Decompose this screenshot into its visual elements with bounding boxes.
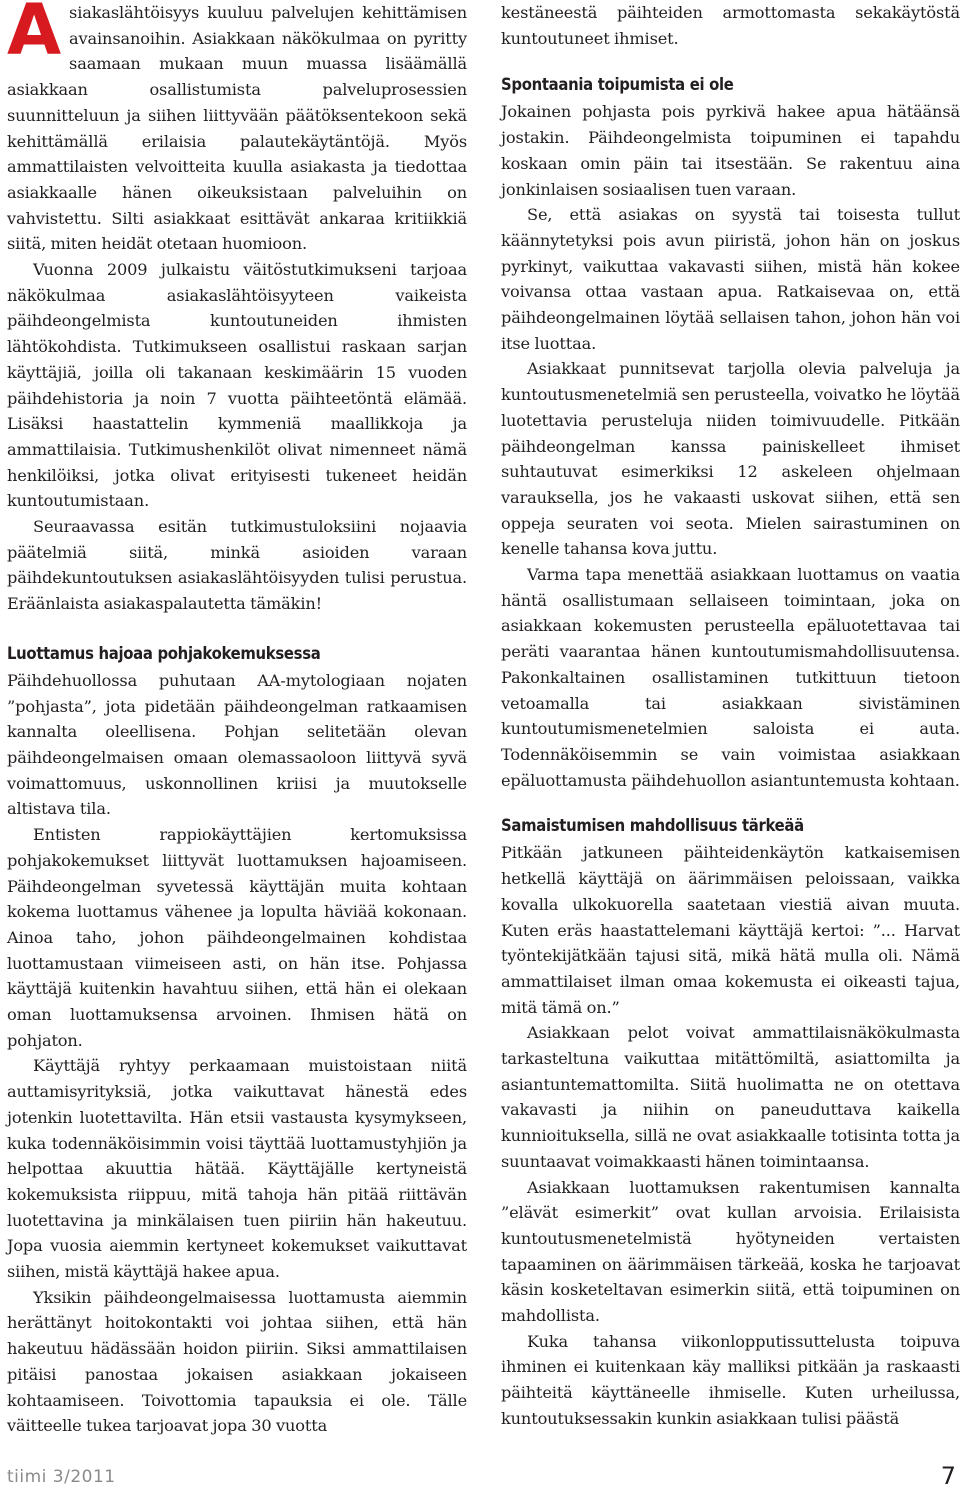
left-column [7,0,467,1439]
body-paragraph: Se, että asiakas on syystä tai toisesta tullut käännytetyksi pois avun piiristä, johon hän on joskus pyrkinyt, vaikuttaa vakavasti siihen, mistä hän kokee voivansa ottaa vastaan apua. Ratkaisevaa on, että päihdeongelmainen löytää sellaisen tahon, johon hän voi itse luottaa. [501,205,960,353]
body-paragraph: Pitkään jatkuneen päihteidenkäytön katkaisemisen hetkellä käyttäjä on äärimmäisen peloissaan, vaikka kovalla ulkokuorella saatetaan viestiä aivan muuta. Kuten eräs haastattelemani käyttäjä kertoi: ”... Harvat työntekijätkään tajusi sitä, mikä hätä mulla oli. Nämä ammattilaiset ilman omaa kokemusta ei oikeasti tajua, mitä tämä on.” [501,843,960,1017]
body-paragraph: Päihdehuollossa puhutaan AA-mytologiaan nojaten ”pohjasta”, jota pidetään päihdeongelman ratkaamisen kannalta oleellisena. Pohjan selitetään olevan päihdeongelmaisen omaan olemassaoloon liittyvä syvä voimattomuus, uskonnollinen kriisi ja muutokselle altistava tila. [7,670,467,819]
body-paragraph: Asiakkaat punnitsevat tarjolla olevia palveluja ja kuntoutusmenetelmiä sen perusteella, voivatko he löytää luotettavia perusteluja niiden toimivuudelle. Pitkään päihdeongelman kanssa painiskelleet ihmiset suhtautuvat esimerkiksi 12 askeleen ohjelmaan varauksella, jos he vakaasti uskovat siihen, että sen oppeja seuraten voi seota. Mielen sairastuminen on kenelle tahansa kova juttu. [501,359,960,559]
body-paragraph: Käyttäjä ryhtyy perkaamaan muistoistaan niitä auttamisyrityksiä, jotka vaikuttavat hänestä edes jotenkin luotettavilta. Hän etsii vastausta kysymykseen, kuka todennäköisimmin voisi täyttää luottamustyhjiön ja helpottaa akuuttia hätää. Käyttäjälle kertyneistä kokemuksista riippuu, mitä tahoja hän pitää riittävän luotettavina ja minkälaisen tuen piiriin hän hakeutuu. Jopa vuosia aiemmin kertyneet kokemukset vaikuttavat siihen, mistä käyttäjä hakee apua. [7,1056,467,1282]
body-paragraph: Vuonna 2009 julkaistu väitöstutkimukseni tarjoaa näkökulmaa asiakaslähtöisyyteen vaikeista päihdeongelmista kuntoutuneiden ihmisten lähtökohdista. Tutkimukseen osallistui raskaan sarjan käyttäjiä, joilla oli takanaan keskimäärin 15 vuoden päihdehistoria ja noin 7 vuotta päihteetöntä elämää. Lisäksi haastattelin kymmeniä maallikkoja ja ammattilaisia. Tutkimushenkilöt olivat nimenneet nämä henkilöiksi, jotka olivat erityisesti tukeneet heidän kuntoutumistaan. [7,260,467,511]
section-heading: Luottamus hajoaa pohjakokemuksessa [7,643,321,663]
body-paragraph: Kuka tahansa viikonlopputissuttelusta toipuva ihminen ei kuitenkaan käy malliksi pitkään ja raskaasti päihteitä käyttäneelle ihmiselle. Kuten urheilussa, kuntoutuksessakin kunkin asiakkaan tulisi päästä [501,1331,960,1428]
body-paragraph: Jokainen pohjasta pois pyrkivä hakee apua hätäänsä jostakin. Päihdeongelmista toipuminen ei tapahdu koskaan omin päin tai itsestään. Se rakentuu aina jonkinlaisen sosiaalisen tuen varaan. [501,102,960,199]
section-heading: Samaistumisen mahdollisuus tärkeää [501,816,804,836]
intro-text: siakaslähtöisyys kuuluu palvelujen kehittämisen avainsanoihin. Asiakkaan näkökulmaa on pyritty saamaan mukaan muun muassa lisäämällä asiakkaan osallistumista palveluprosessien suunnitteluun ja siihen liittyvään päätöksentekoon sekä kehittämällä erilaisia palautekäytäntöjä. Myös ammattilaisten velvoitteita kuulla asiakasta ja tiedottaa asiakkaalle hänen oikeuksistaan palveluihin on vahvistettu. Silti asiakkaat esittävät ankaraa kritiikkiä siitä, miten heidät otetaan huomioon. [7,3,467,254]
body-paragraph: Asiakkaan luottamuksen rakentumisen kannalta ”elävät esimerkit” ovat kullan arvoisia. Erilaisista kuntoutusmenetelmistä hyötyneiden vertaisten tapaaminen on äärimmäisen tärkeää, koska he tarjoavat käsin kosketeltavan esimerkin siitä, että toipuminen on mahdollista. [501,1177,960,1326]
page-number: 7 [940,1462,956,1490]
body-paragraph: Entisten rappiokäyttäjien kertomuksissa pohjakokemukset liittyvät luottamuksen hajoamiseen. Päihdeongelman syvetessä käyttäjän muita kohtaan kokema luottamus vähenee ja lopulta häviää kokonaan. Ainoa taho, johon päihdeongelmainen kohdistaa luottamustaan viimeiseen asti, on hän itse. Pohjassa käyttäjä kuitenkin havahtuu siihen, että hän ei olekaan oman luottamuksensa arvoinen. Ihmisen hätä on pohjaton. [7,825,467,1050]
intro-paragraph [7,0,467,257]
right-column [501,0,960,1432]
body-paragraph: Seuraavassa esitän tutkimustuloksiini nojaavia päätelmiä siitä, minkä asioiden varaan päihdekuntoutuksen asiakaslähtöisyyden tulisi perustua. Eräänlaista asiakaspalautetta tämäkin! [7,517,467,614]
section-heading: Spontaania toipumista ei ole [501,75,734,95]
magazine-issue: tiimi 3/2011 [7,1467,116,1487]
body-paragraph: kestäneestä päihteiden armottomasta sekakäytöstä kuntoutuneet ihmiset. [501,3,960,48]
drop-cap: A [7,0,62,71]
body-paragraph: Varma tapa menettää asiakkaan luottamus on vaatia häntä osallistumaan sellaiseen toimintaan, joka on asiakkaan kokemusten perusteella epäluotettavaa tai peräti vaarantaa hänen kuntoutumismahdollisuutensa. Pakonkaltainen osallistaminen tutkittuun tietoon vetoamalla tai asiakkaan sivistäminen kuntoutumismenetelmien saloista ei auta. Todennäköisemmin se vain voimistaa asiakkaan epäluottamusta päihdehuollon asiantuntemusta kohtaan. [501,565,960,790]
body-paragraph: Yksikin päihdeongelmaisessa luottamusta aiemmin herättänyt hoitokontakti voi johtaa siihen, että hän hakeutuu hädässään hoidon piiriin. Siksi ammattilaisen pitäisi panostaa jokaisen asiakkaan jokaiseen kohtaamiseen. Toivottomia tapauksia ei ole. Tälle väitteelle tukea tarjoavat jopa 30 vuotta [7,1287,467,1436]
body-paragraph: Asiakkaan pelot voivat ammattilaisnäkökulmasta tarkasteltuna vaikuttaa mitättömiltä, asiattomilta ja asiantuntemattomilta. Siitä huolimatta ne on otettava vakavasti ja niihin on paneuduttava kaikella kunnioituksella, sillä ne ovat asiakkaalle totisinta totta ja suuntaavat voimakkaasti hänen toimintaansa. [501,1023,960,1171]
